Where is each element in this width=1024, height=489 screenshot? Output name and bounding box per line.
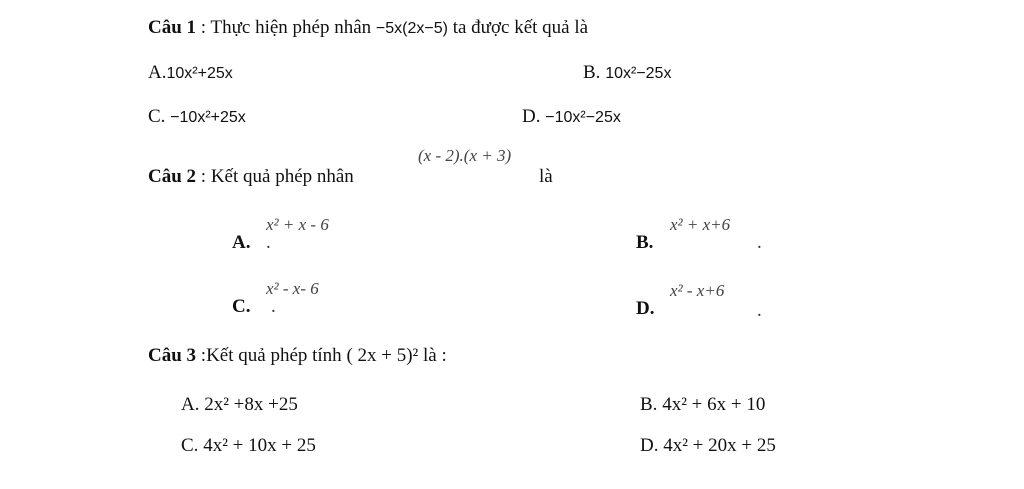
q2-option-a-expression: x² + x - 6: [266, 215, 329, 234]
q2-option-b-dot: .: [757, 232, 762, 253]
question-1-prefix: : Thực hiện phép nhân: [196, 17, 376, 38]
q2-option-d-label[interactable]: D.: [636, 298, 655, 319]
q3-option-b-label: B.: [640, 394, 658, 415]
question-3-label: Câu 3: [148, 345, 197, 366]
q1-option-d-expression: −10x²−25x: [545, 109, 621, 126]
bottom-bar: [0, 461, 1024, 489]
q2-option-c-expression: x² - x- 6: [266, 279, 319, 298]
q2-option-c-label[interactable]: C.: [232, 296, 251, 317]
q3-option-a-label: A.: [181, 394, 200, 415]
question-3: [148, 345, 447, 367]
q3-option-d-expression: 4x² + 20x + 25: [663, 435, 776, 456]
q2-option-a-dot: .: [266, 232, 271, 253]
q3-option-d-label: D.: [640, 435, 659, 456]
q1-option-d[interactable]: [522, 106, 621, 129]
question-2-label: Câu 2: [148, 166, 197, 187]
q1-option-a-label: A.: [148, 62, 167, 83]
question-3-expression: ( 2x + 5)²: [346, 345, 419, 366]
question-2: [148, 166, 354, 188]
q1-option-c-expression: −10x²+25x: [170, 109, 246, 126]
question-1-suffix: ta được kết quả là: [447, 17, 589, 38]
right-margin: [828, 0, 1024, 489]
q2-option-b-label[interactable]: B.: [636, 232, 654, 253]
question-3-suffix: là :: [418, 345, 447, 366]
q3-option-a-expression: 2x² +8x +25: [204, 394, 298, 415]
question-2-expression: (x - 2).(x + 3): [418, 146, 512, 165]
q3-option-c-expression: 4x² + 10x + 25: [203, 435, 316, 456]
question-1-expression: −5x(2x−5): [375, 20, 448, 37]
q1-option-b[interactable]: [583, 62, 671, 85]
q2-option-b-expression: x² + x+6: [670, 215, 731, 234]
q3-option-b[interactable]: [640, 394, 765, 416]
q2-option-a-label[interactable]: A.: [232, 232, 251, 253]
left-margin: [0, 0, 108, 489]
question-2-prefix: : Kết quả phép nhân: [196, 166, 354, 187]
q2-option-d-expression: x² - x+6: [670, 281, 725, 300]
q1-option-d-label: D.: [522, 106, 541, 127]
question-1-label: Câu 1: [148, 17, 197, 38]
q1-option-b-expression: 10x²−25x: [605, 65, 672, 82]
question-1: [148, 17, 588, 40]
q1-option-a-expression: 10x²+25x: [166, 65, 233, 82]
q1-option-c[interactable]: [148, 106, 246, 129]
question-2-suffix: là: [539, 166, 553, 187]
q2-option-d-dot: .: [757, 300, 762, 321]
q3-option-c-label: C.: [181, 435, 199, 456]
question-3-prefix: :Kết quả phép tính: [196, 345, 347, 366]
q1-option-b-label: B.: [583, 62, 601, 83]
q3-option-a[interactable]: [181, 394, 298, 416]
q3-option-c[interactable]: [181, 435, 316, 457]
q3-option-b-expression: 4x² + 6x + 10: [662, 394, 766, 415]
q2-option-c-dot: .: [271, 296, 276, 317]
q1-option-c-label: C.: [148, 106, 166, 127]
q1-option-a[interactable]: [148, 62, 233, 85]
q3-option-d[interactable]: [640, 435, 776, 457]
